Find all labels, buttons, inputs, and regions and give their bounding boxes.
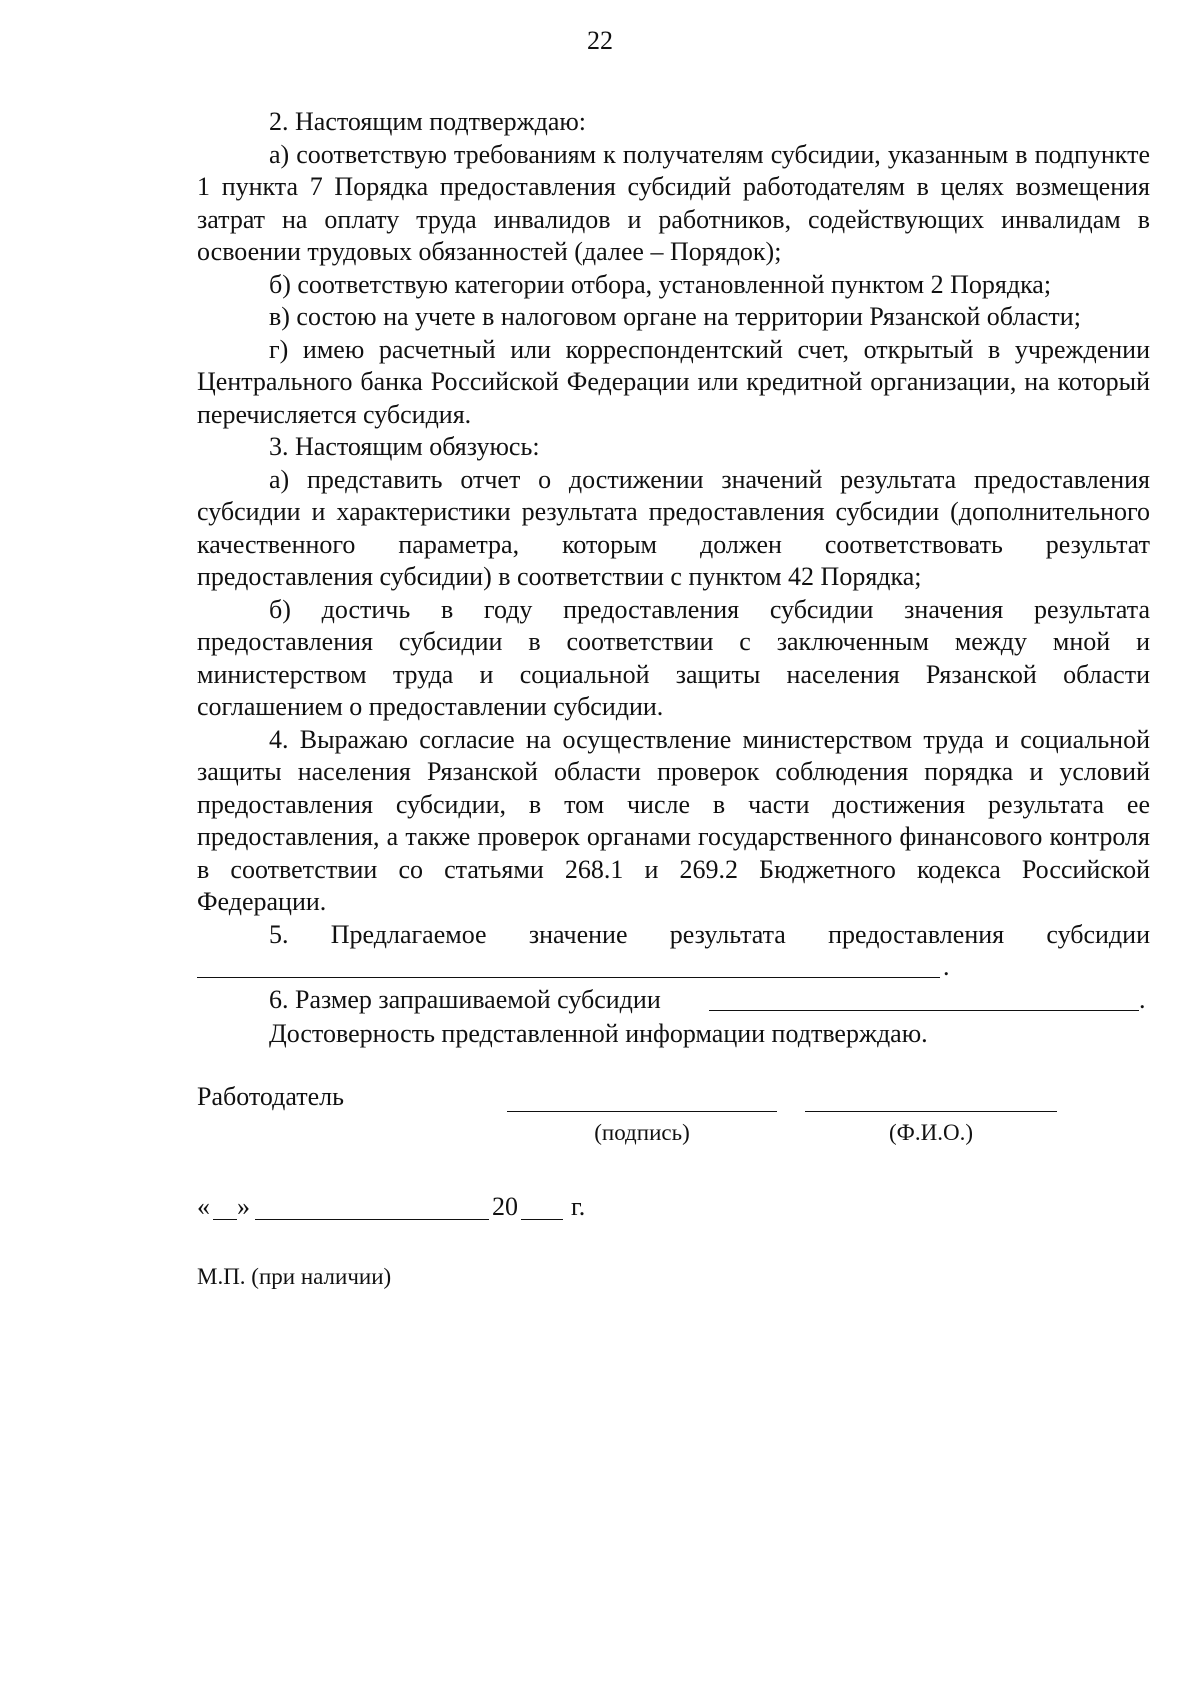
document-body xyxy=(197,106,1150,1295)
section-3-item-a: а) представить отчет о достижении значений результата предоставления субсидии и характеристики результата предоставления субсидии (дополнительного качественного параметра, которым должен соответствовать результат предоставления субсидии) в соответствии с пунктом 42 Порядка; xyxy=(197,464,1150,591)
month-field[interactable] xyxy=(255,1219,489,1220)
signature-block xyxy=(197,1081,1150,1171)
signature-caption: (подпись) xyxy=(594,1119,690,1145)
stamp-label: М.П. (при наличии) xyxy=(197,1263,392,1289)
subsidy-amount-field[interactable] xyxy=(709,1010,1139,1011)
year-field[interactable] xyxy=(521,1219,563,1220)
section-2-heading: 2. Настоящим подтверждаю: xyxy=(269,107,587,136)
section-5-value-field[interactable] xyxy=(197,951,950,984)
section-2-item-a: а) соответствую требованиям к получателям субсидии, указанным в подпункте 1 пункта 7 Порядка предоставления субсидий работодателям в целях возмещения затрат на оплату труда инвалидов и работников, содействующих инвалидам в освоении трудовых обязанностей (далее – Порядок); xyxy=(197,139,1150,266)
date-row xyxy=(197,1191,1150,1231)
section-2-item-v: в) состою на учете в налоговом органе на территории Рязанской области; xyxy=(269,302,1081,331)
confirmation-statement: Достоверность представленной информации подтверждаю. xyxy=(269,1019,928,1048)
section-2-item-b: б) соответствую категории отбора, установленной пунктом 2 Порядка; xyxy=(269,269,1052,299)
section-5-underline xyxy=(197,977,940,978)
section-6-period: . xyxy=(1139,985,1146,1014)
day-field[interactable] xyxy=(213,1219,237,1220)
section-3-heading: 3. Настоящим обязуюсь: xyxy=(269,432,540,461)
stamp-row xyxy=(197,1261,1150,1295)
year-prefix: 20 xyxy=(492,1191,518,1221)
full-name-field[interactable] xyxy=(805,1111,1057,1112)
section-2-item-g: г) имею расчетный или корреспондентский счет, открытый в учреждении Центрального банка Российской Федерации или кредитной организации, на который перечисляется субсидия. xyxy=(197,334,1150,429)
date-close-quote: » xyxy=(237,1191,250,1221)
section-4-consent: 4. Выражаю согласие на осуществление министерством труда и социальной защиты населения Рязанской области проверок соблюдения порядка и условий предоставления субсидии, в том числе в части достижения результата ее предоставления, а также проверок органами государственного финансового контроля в соответствии со статьями 268.1 и 269.2 Бюджетного кодекса Российской Федерации. xyxy=(197,724,1150,916)
section-6-label: 6. Размер запрашиваемой субсидии xyxy=(269,985,661,1014)
full-name-caption: (Ф.И.О.) xyxy=(889,1119,973,1145)
signature-field[interactable] xyxy=(507,1111,777,1112)
section-5-period: . xyxy=(943,952,950,981)
page-number: 22 xyxy=(587,26,613,55)
section-6-row xyxy=(197,984,1150,1018)
date-open-quote: « xyxy=(197,1191,210,1221)
section-5-label: 5. Предлагаемое значение результата предоставления субсидии xyxy=(269,919,1150,949)
employer-label: Работодатель xyxy=(197,1081,344,1111)
section-3-item-b: б) достичь в году предоставления субсидии значения результата предоставления субсидии в соответствии с заключенным между мной и министерством труда и социальной защиты населения Рязанской области соглашением о предоставлении субсидии. xyxy=(197,594,1150,721)
year-suffix: г. xyxy=(571,1191,586,1221)
